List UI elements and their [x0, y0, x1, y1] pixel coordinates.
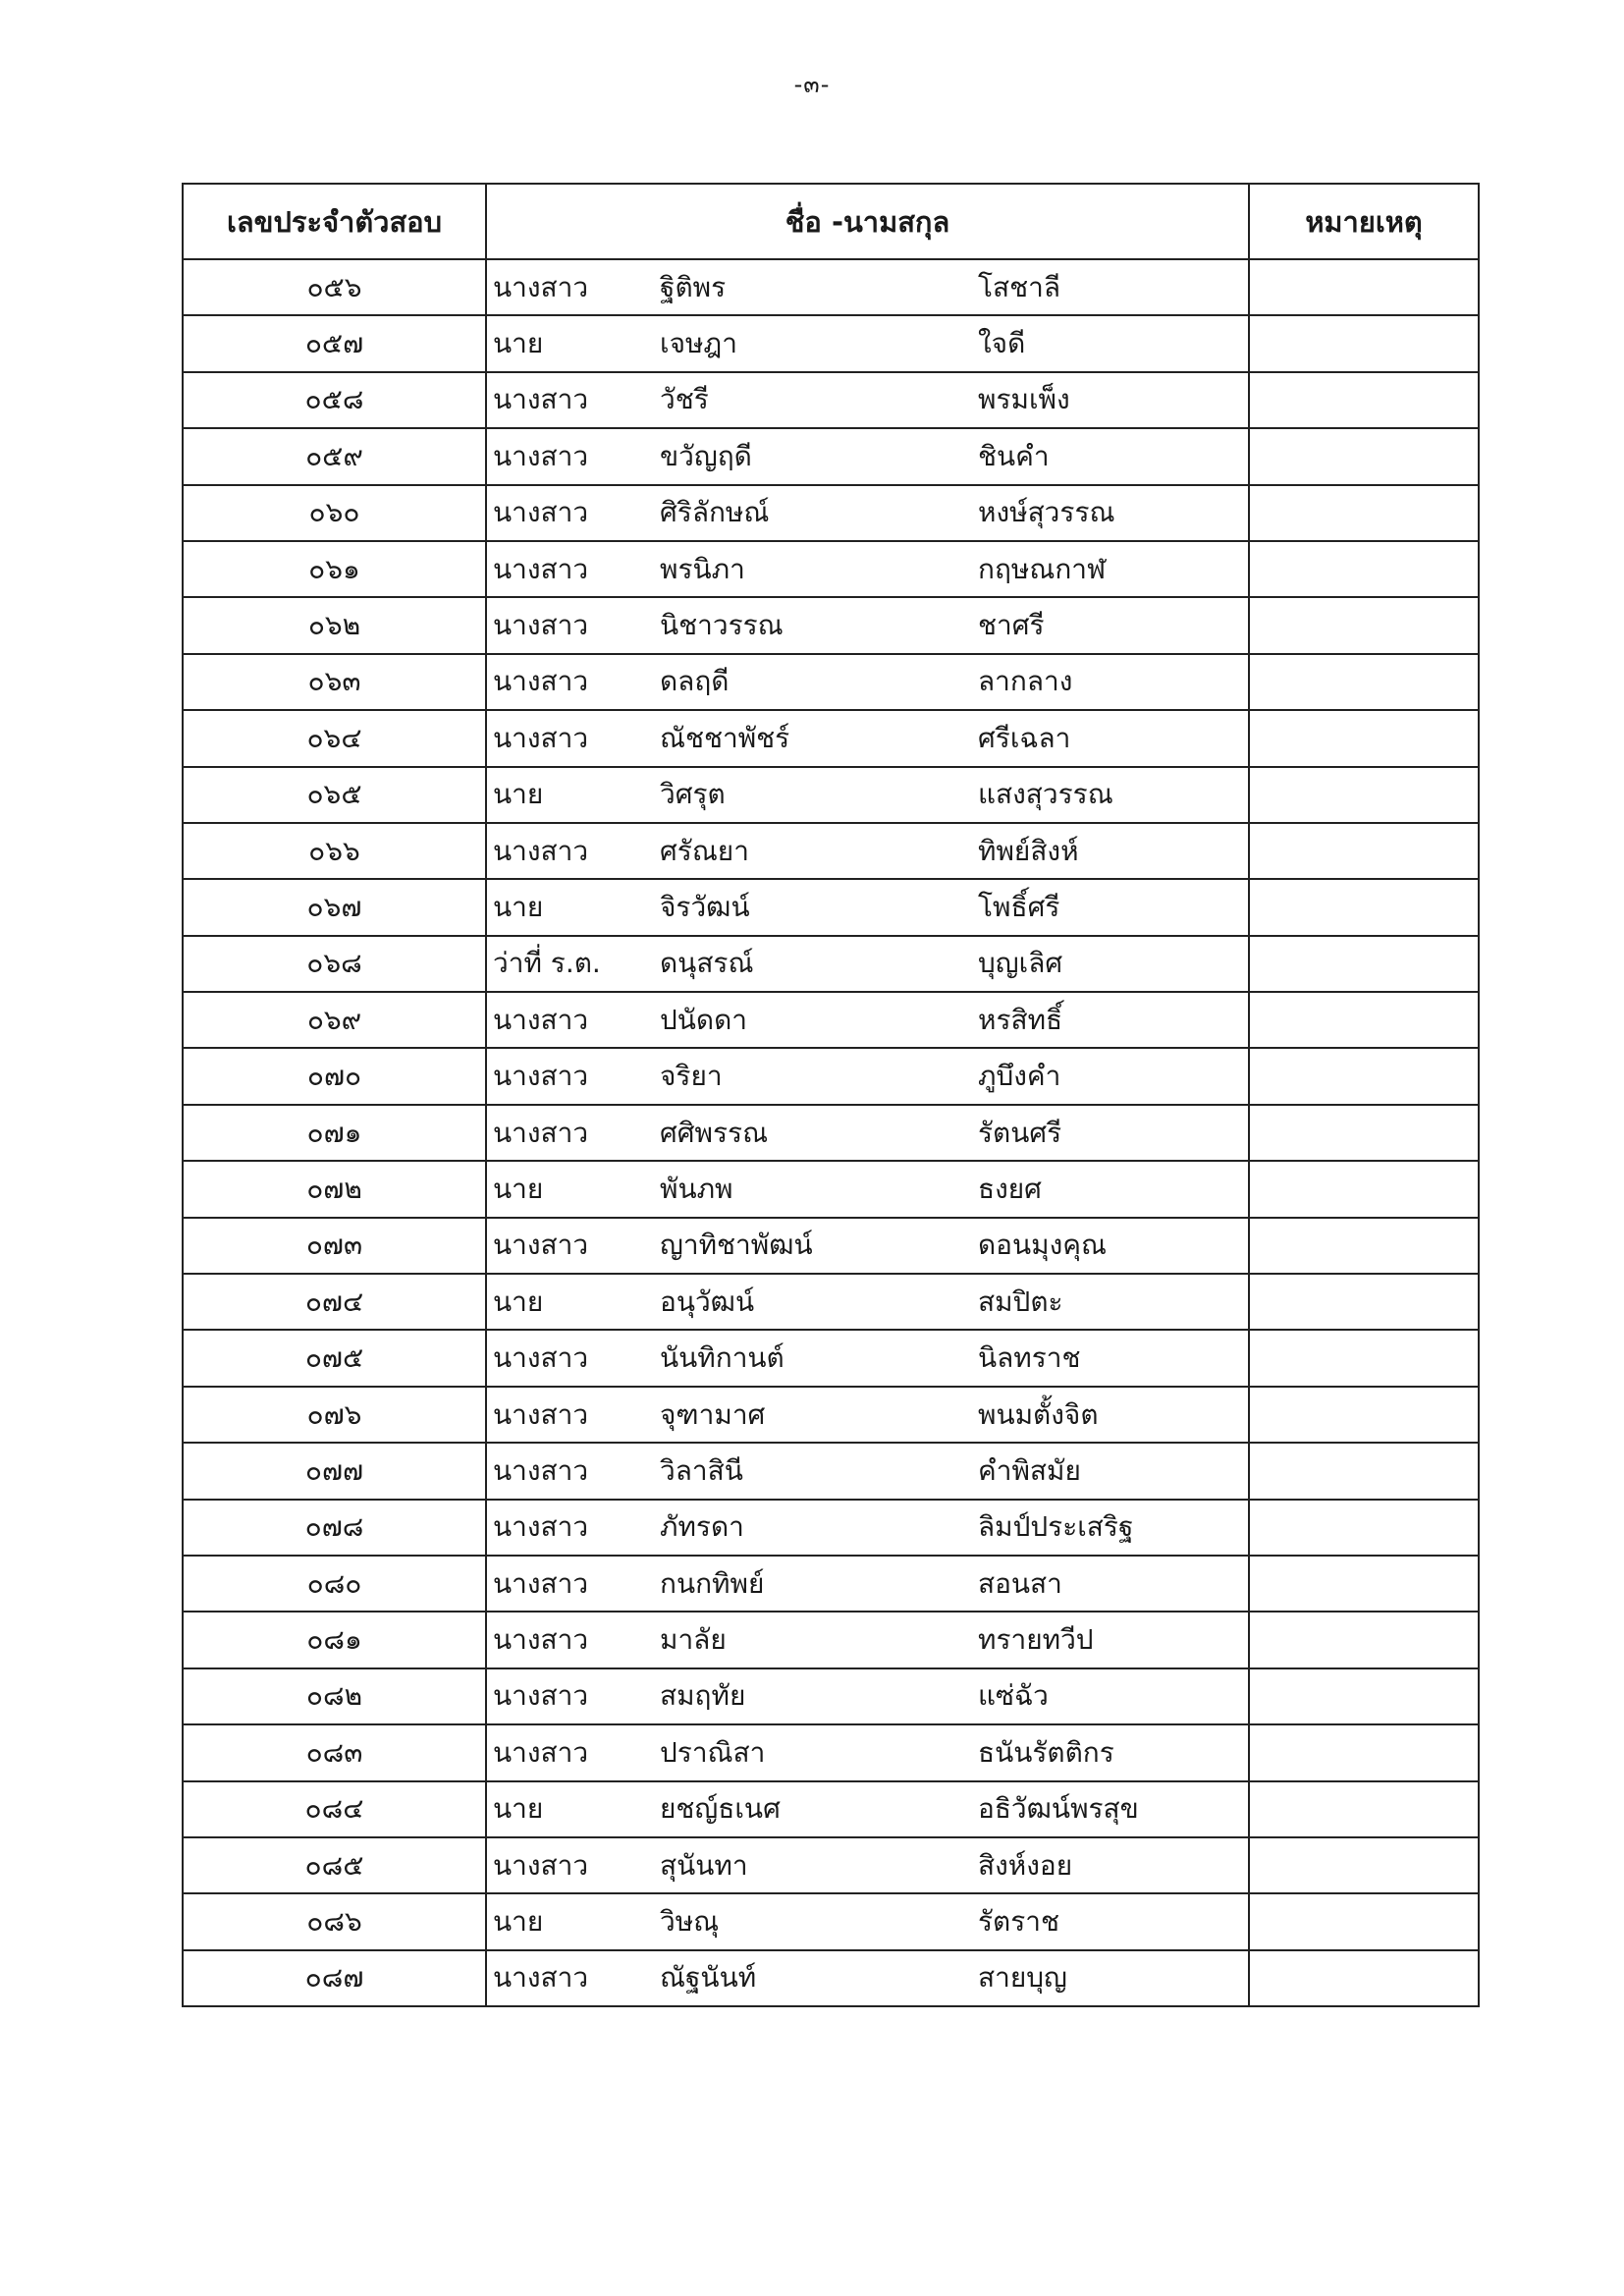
name-parts: [487, 937, 1248, 991]
last-name: บุญเลิศ: [978, 947, 1063, 980]
name-parts: [487, 880, 1248, 934]
last-name: แสงสุวรรณ: [978, 778, 1113, 811]
remark-cell: [1249, 1556, 1479, 1612]
name-parts: [487, 1669, 1248, 1723]
first-name: วิษณุ: [660, 1905, 720, 1939]
table-row: [183, 1500, 1479, 1556]
last-name: รัตนศรี: [978, 1116, 1062, 1149]
table-row: [183, 1837, 1479, 1893]
name-title: นางสาว: [493, 1453, 589, 1487]
table-row: [183, 372, 1479, 428]
full-name-cell: [486, 936, 1249, 992]
full-name-cell: [486, 767, 1249, 823]
name-parts: [487, 711, 1248, 765]
full-name-cell: [486, 541, 1249, 597]
remark-cell: [1249, 1330, 1479, 1386]
name-title: นาย: [493, 1792, 544, 1826]
full-name-cell: [486, 879, 1249, 935]
remark-cell: [1249, 1781, 1479, 1837]
first-name: อนุวัฒน์: [660, 1285, 755, 1318]
full-name-cell: [486, 1556, 1249, 1612]
last-name: ทิพย์สิงห์: [978, 834, 1079, 867]
full-name-cell: [486, 1330, 1249, 1386]
remark-cell: [1249, 1893, 1479, 1949]
table-row: [183, 1330, 1479, 1386]
full-name-cell: [486, 1724, 1249, 1780]
full-name-cell: [486, 259, 1249, 315]
name-title: นางสาว: [493, 1116, 589, 1149]
remark-cell: [1249, 1724, 1479, 1780]
remark-cell: [1249, 485, 1479, 541]
full-name-cell: [486, 1443, 1249, 1499]
last-name: คำพิสมัย: [978, 1453, 1081, 1487]
full-name-cell: [486, 1668, 1249, 1724]
first-name: นันทิกานต์: [660, 1341, 785, 1375]
remark-cell: [1249, 372, 1479, 428]
name-parts: [487, 824, 1248, 878]
full-name-cell: [486, 1500, 1249, 1556]
exam-id-cell: ๐๕๗: [183, 315, 486, 371]
page-number: -๓-: [793, 71, 831, 98]
first-name: วิลาสินี: [660, 1453, 743, 1487]
table-row: [183, 1950, 1479, 2006]
name-title: นาย: [493, 1905, 544, 1939]
full-name-cell: [486, 1274, 1249, 1330]
name-title: ว่าที่ ร.ต.: [493, 947, 601, 980]
exam-id-cell: ๐๖๘: [183, 936, 486, 992]
full-name-cell: [486, 1950, 1249, 2006]
last-name: กฤษณกาฬ: [978, 552, 1107, 585]
name-title: นางสาว: [493, 496, 589, 529]
name-parts: [487, 542, 1248, 596]
exam-id-cell: ๐๗๔: [183, 1274, 486, 1330]
name-parts: [487, 1444, 1248, 1498]
full-name-cell: [486, 992, 1249, 1048]
exam-id-cell: ๐๗๒: [183, 1161, 486, 1217]
table-row: [183, 1161, 1479, 1217]
table-row: [183, 541, 1479, 597]
first-name: ณัชชาพัชร์: [660, 721, 790, 754]
first-name: ศรัณยา: [660, 834, 749, 867]
table-row: [183, 315, 1479, 371]
name-parts: [487, 599, 1248, 653]
first-name: กนกทิพย์: [660, 1566, 765, 1600]
remark-cell: [1249, 992, 1479, 1048]
name-parts: [487, 1838, 1248, 1892]
name-parts: [487, 1050, 1248, 1104]
name-parts: [487, 1557, 1248, 1611]
name-title: นาย: [493, 327, 544, 360]
first-name: ดลฤดี: [660, 665, 730, 698]
last-name: อธิวัฒน์พรสุข: [978, 1792, 1139, 1826]
table-row: [183, 879, 1479, 935]
name-title: นางสาว: [493, 1566, 589, 1600]
last-name: สอนสา: [978, 1566, 1062, 1600]
table-row: [183, 1105, 1479, 1161]
table-row: [183, 259, 1479, 315]
exam-id-cell: ๐๗๓: [183, 1218, 486, 1274]
last-name: พรมเพ็ง: [978, 383, 1070, 416]
first-name: สมฤทัย: [660, 1679, 746, 1713]
name-parts: [487, 486, 1248, 540]
name-parts: [487, 1782, 1248, 1836]
last-name: สมปิตะ: [978, 1285, 1063, 1318]
remark-cell: [1249, 1274, 1479, 1330]
full-name-cell: [486, 1781, 1249, 1837]
last-name: ดอนมุงคุณ: [978, 1229, 1107, 1262]
name-title: นางสาว: [493, 1060, 589, 1093]
first-name: จุฑามาศ: [660, 1397, 766, 1431]
table-row: [183, 823, 1479, 879]
table-row: [183, 1612, 1479, 1667]
name-parts: [487, 1275, 1248, 1329]
table-row: [183, 654, 1479, 710]
table-row: [183, 767, 1479, 823]
full-name-cell: [486, 1105, 1249, 1161]
exam-id-cell: ๐๖๐: [183, 485, 486, 541]
remark-cell: [1249, 259, 1479, 315]
name-title: นางสาว: [493, 1510, 589, 1544]
exam-id-cell: ๐๕๖: [183, 259, 486, 315]
table-row: [183, 1556, 1479, 1612]
exam-id-cell: ๐๖๗: [183, 879, 486, 935]
first-name: พันภพ: [660, 1172, 733, 1205]
table-row: [183, 428, 1479, 484]
first-name: สุนันทา: [660, 1848, 748, 1882]
name-parts: [487, 1613, 1248, 1667]
full-name-cell: [486, 1612, 1249, 1667]
last-name: ศรีเฉลา: [978, 721, 1071, 754]
name-parts: [487, 1219, 1248, 1273]
table-row: [183, 597, 1479, 653]
remark-cell: [1249, 1218, 1479, 1274]
last-name: แซ่ฉัว: [978, 1679, 1049, 1713]
exam-id-cell: ๐๘๑: [183, 1612, 486, 1667]
name-parts: [487, 768, 1248, 822]
name-title: นางสาว: [493, 552, 589, 585]
exam-id-cell: ๐๕๙: [183, 428, 486, 484]
first-name: วัชรี: [660, 383, 709, 416]
last-name: ธงยศ: [978, 1172, 1042, 1205]
name-title: นาย: [493, 778, 544, 811]
exam-id-cell: ๐๘๗: [183, 1950, 486, 2006]
name-title: นางสาว: [493, 1735, 589, 1769]
last-name: ลากลาง: [978, 665, 1073, 698]
table-row: [183, 1893, 1479, 1949]
name-title: นางสาว: [493, 1961, 589, 1995]
exam-id-cell: ๐๖๕: [183, 767, 486, 823]
full-name-cell: [486, 1387, 1249, 1443]
full-name-cell: [486, 1893, 1249, 1949]
header-remark: หมายเหตุ: [1249, 184, 1479, 259]
table-row: [183, 1048, 1479, 1104]
remark-cell: [1249, 541, 1479, 597]
last-name: โสชาลี: [978, 270, 1061, 303]
first-name: ยชญ์ธเนศ: [660, 1792, 781, 1826]
last-name: หรสิทธิ์: [978, 1003, 1063, 1036]
exam-id-cell: ๐๖๒: [183, 597, 486, 653]
first-name: พรนิภา: [660, 552, 745, 585]
name-title: นางสาว: [493, 1229, 589, 1262]
remark-cell: [1249, 936, 1479, 992]
exam-id-cell: ๐๗๑: [183, 1105, 486, 1161]
table-header: [183, 184, 1479, 259]
name-parts: [487, 655, 1248, 709]
last-name: ลิมป์ประเสริฐ: [978, 1510, 1134, 1544]
exam-id-cell: ๐๗๐: [183, 1048, 486, 1104]
last-name: รัตราช: [978, 1905, 1059, 1939]
name-title: นาย: [493, 890, 544, 923]
remark-cell: [1249, 823, 1479, 879]
exam-id-cell: ๐๘๐: [183, 1556, 486, 1612]
header-row: [183, 184, 1479, 259]
first-name: มาลัย: [660, 1623, 727, 1657]
last-name: พนมตั้งจิต: [978, 1397, 1099, 1431]
exam-id-cell: ๐๘๒: [183, 1668, 486, 1724]
remark-cell: [1249, 1443, 1479, 1499]
table-row: [183, 485, 1479, 541]
last-name: โพธิ์ศรี: [978, 890, 1060, 923]
exam-id-cell: ๐๗๗: [183, 1443, 486, 1499]
last-name: ภูบึงคำ: [978, 1060, 1061, 1093]
remark-cell: [1249, 1500, 1479, 1556]
first-name: เจษฎา: [660, 327, 737, 360]
name-title: นาย: [493, 1172, 544, 1205]
first-name: ญาทิชาพัฒน์: [660, 1229, 813, 1262]
remark-cell: [1249, 654, 1479, 710]
name-title: นางสาว: [493, 665, 589, 698]
remark-cell: [1249, 767, 1479, 823]
exam-id-cell: ๐๖๓: [183, 654, 486, 710]
remark-cell: [1249, 1161, 1479, 1217]
name-parts: [487, 1725, 1248, 1779]
name-title: นางสาว: [493, 1341, 589, 1375]
table-row: [183, 1274, 1479, 1330]
first-name: ณัฐนันท์: [660, 1961, 757, 1995]
name-parts: [487, 429, 1248, 483]
first-name: จริยา: [660, 1060, 723, 1093]
full-name-cell: [486, 315, 1249, 371]
name-parts: [487, 1106, 1248, 1160]
full-name-cell: [486, 1048, 1249, 1104]
last-name: หงษ์สุวรรณ: [978, 496, 1115, 529]
exam-id-cell: ๐๘๔: [183, 1781, 486, 1837]
exam-id-cell: ๐๕๘: [183, 372, 486, 428]
first-name: ขวัญฤดี: [660, 439, 752, 472]
exam-id-cell: ๐๖๔: [183, 710, 486, 766]
remark-cell: [1249, 1387, 1479, 1443]
table-row: [183, 1387, 1479, 1443]
last-name: ชาศรี: [978, 609, 1045, 642]
remark-cell: [1249, 1668, 1479, 1724]
last-name: ทรายทวีป: [978, 1623, 1094, 1657]
name-title: นางสาว: [493, 270, 589, 303]
exam-id-cell: ๐๗๕: [183, 1330, 486, 1386]
first-name: ปราณิสา: [660, 1735, 766, 1769]
exam-id-cell: ๐๘๓: [183, 1724, 486, 1780]
first-name: ภัทรดา: [660, 1510, 744, 1544]
header-exam-id: เลขประจำตัวสอบ: [183, 184, 486, 259]
exam-id-cell: ๐๗๖: [183, 1387, 486, 1443]
remark-cell: [1249, 597, 1479, 653]
name-parts: [487, 1332, 1248, 1386]
name-parts: [487, 1951, 1248, 2005]
full-name-cell: [486, 710, 1249, 766]
name-title: นางสาว: [493, 1623, 589, 1657]
full-name-cell: [486, 597, 1249, 653]
first-name: ศศิพรรณ: [660, 1116, 769, 1149]
name-title: นางสาว: [493, 1848, 589, 1882]
name-parts: [487, 1388, 1248, 1442]
name-parts: [487, 1162, 1248, 1216]
full-name-cell: [486, 823, 1249, 879]
remark-cell: [1249, 1837, 1479, 1893]
last-name: ธนันรัตติกร: [978, 1735, 1114, 1769]
table-row: [183, 1781, 1479, 1837]
first-name: จิรวัฒน์: [660, 890, 750, 923]
last-name: สายบุญ: [978, 1961, 1067, 1995]
remark-cell: [1249, 879, 1479, 935]
full-name-cell: [486, 1837, 1249, 1893]
remark-cell: [1249, 1612, 1479, 1667]
table-row: [183, 1443, 1479, 1499]
candidate-table: [182, 183, 1480, 2007]
header-full-name: ชื่อ -นามสกุล: [486, 184, 1249, 259]
name-parts: [487, 993, 1248, 1047]
name-title: นางสาว: [493, 383, 589, 416]
remark-cell: [1249, 1105, 1479, 1161]
name-title: นางสาว: [493, 721, 589, 754]
exam-id-cell: ๐๖๙: [183, 992, 486, 1048]
name-parts: [487, 1895, 1248, 1949]
last-name: นิลทราช: [978, 1341, 1081, 1375]
remark-cell: [1249, 315, 1479, 371]
first-name: ปนัดดา: [660, 1003, 748, 1036]
remark-cell: [1249, 710, 1479, 766]
remark-cell: [1249, 1048, 1479, 1104]
name-title: นางสาว: [493, 1397, 589, 1431]
table-row: [183, 1218, 1479, 1274]
table-row: [183, 936, 1479, 992]
exam-id-cell: ๐๖๖: [183, 823, 486, 879]
last-name: ใจดี: [978, 327, 1026, 360]
first-name: ฐิติพร: [660, 270, 727, 303]
table-row: [183, 992, 1479, 1048]
exam-id-cell: ๐๖๑: [183, 541, 486, 597]
exam-id-cell: ๐๗๘: [183, 1500, 486, 1556]
name-title: นาย: [493, 1285, 544, 1318]
name-parts: [487, 1501, 1248, 1555]
exam-id-cell: ๐๘๕: [183, 1837, 486, 1893]
exam-id-cell: ๐๘๖: [183, 1893, 486, 1949]
name-title: นางสาว: [493, 1003, 589, 1036]
last-name: ชินคำ: [978, 439, 1050, 472]
first-name: ศิริลักษณ์: [660, 496, 770, 529]
name-title: นางสาว: [493, 1679, 589, 1713]
name-title: นางสาว: [493, 439, 589, 472]
full-name-cell: [486, 485, 1249, 541]
full-name-cell: [486, 1161, 1249, 1217]
remark-cell: [1249, 1950, 1479, 2006]
remark-cell: [1249, 428, 1479, 484]
table-row: [183, 710, 1479, 766]
first-name: นิชาวรรณ: [660, 609, 784, 642]
name-title: นางสาว: [493, 609, 589, 642]
full-name-cell: [486, 654, 1249, 710]
name-parts: [487, 317, 1248, 371]
name-title: นางสาว: [493, 834, 589, 867]
first-name: ดนุสรณ์: [660, 947, 754, 980]
table-body: [183, 259, 1479, 2006]
last-name: สิงห์งอย: [978, 1848, 1073, 1882]
name-parts: [487, 260, 1248, 314]
full-name-cell: [486, 1218, 1249, 1274]
full-name-cell: [486, 428, 1249, 484]
table-row: [183, 1724, 1479, 1780]
name-parts: [487, 373, 1248, 427]
full-name-cell: [486, 372, 1249, 428]
first-name: วิศรุต: [660, 778, 726, 811]
table-row: [183, 1668, 1479, 1724]
